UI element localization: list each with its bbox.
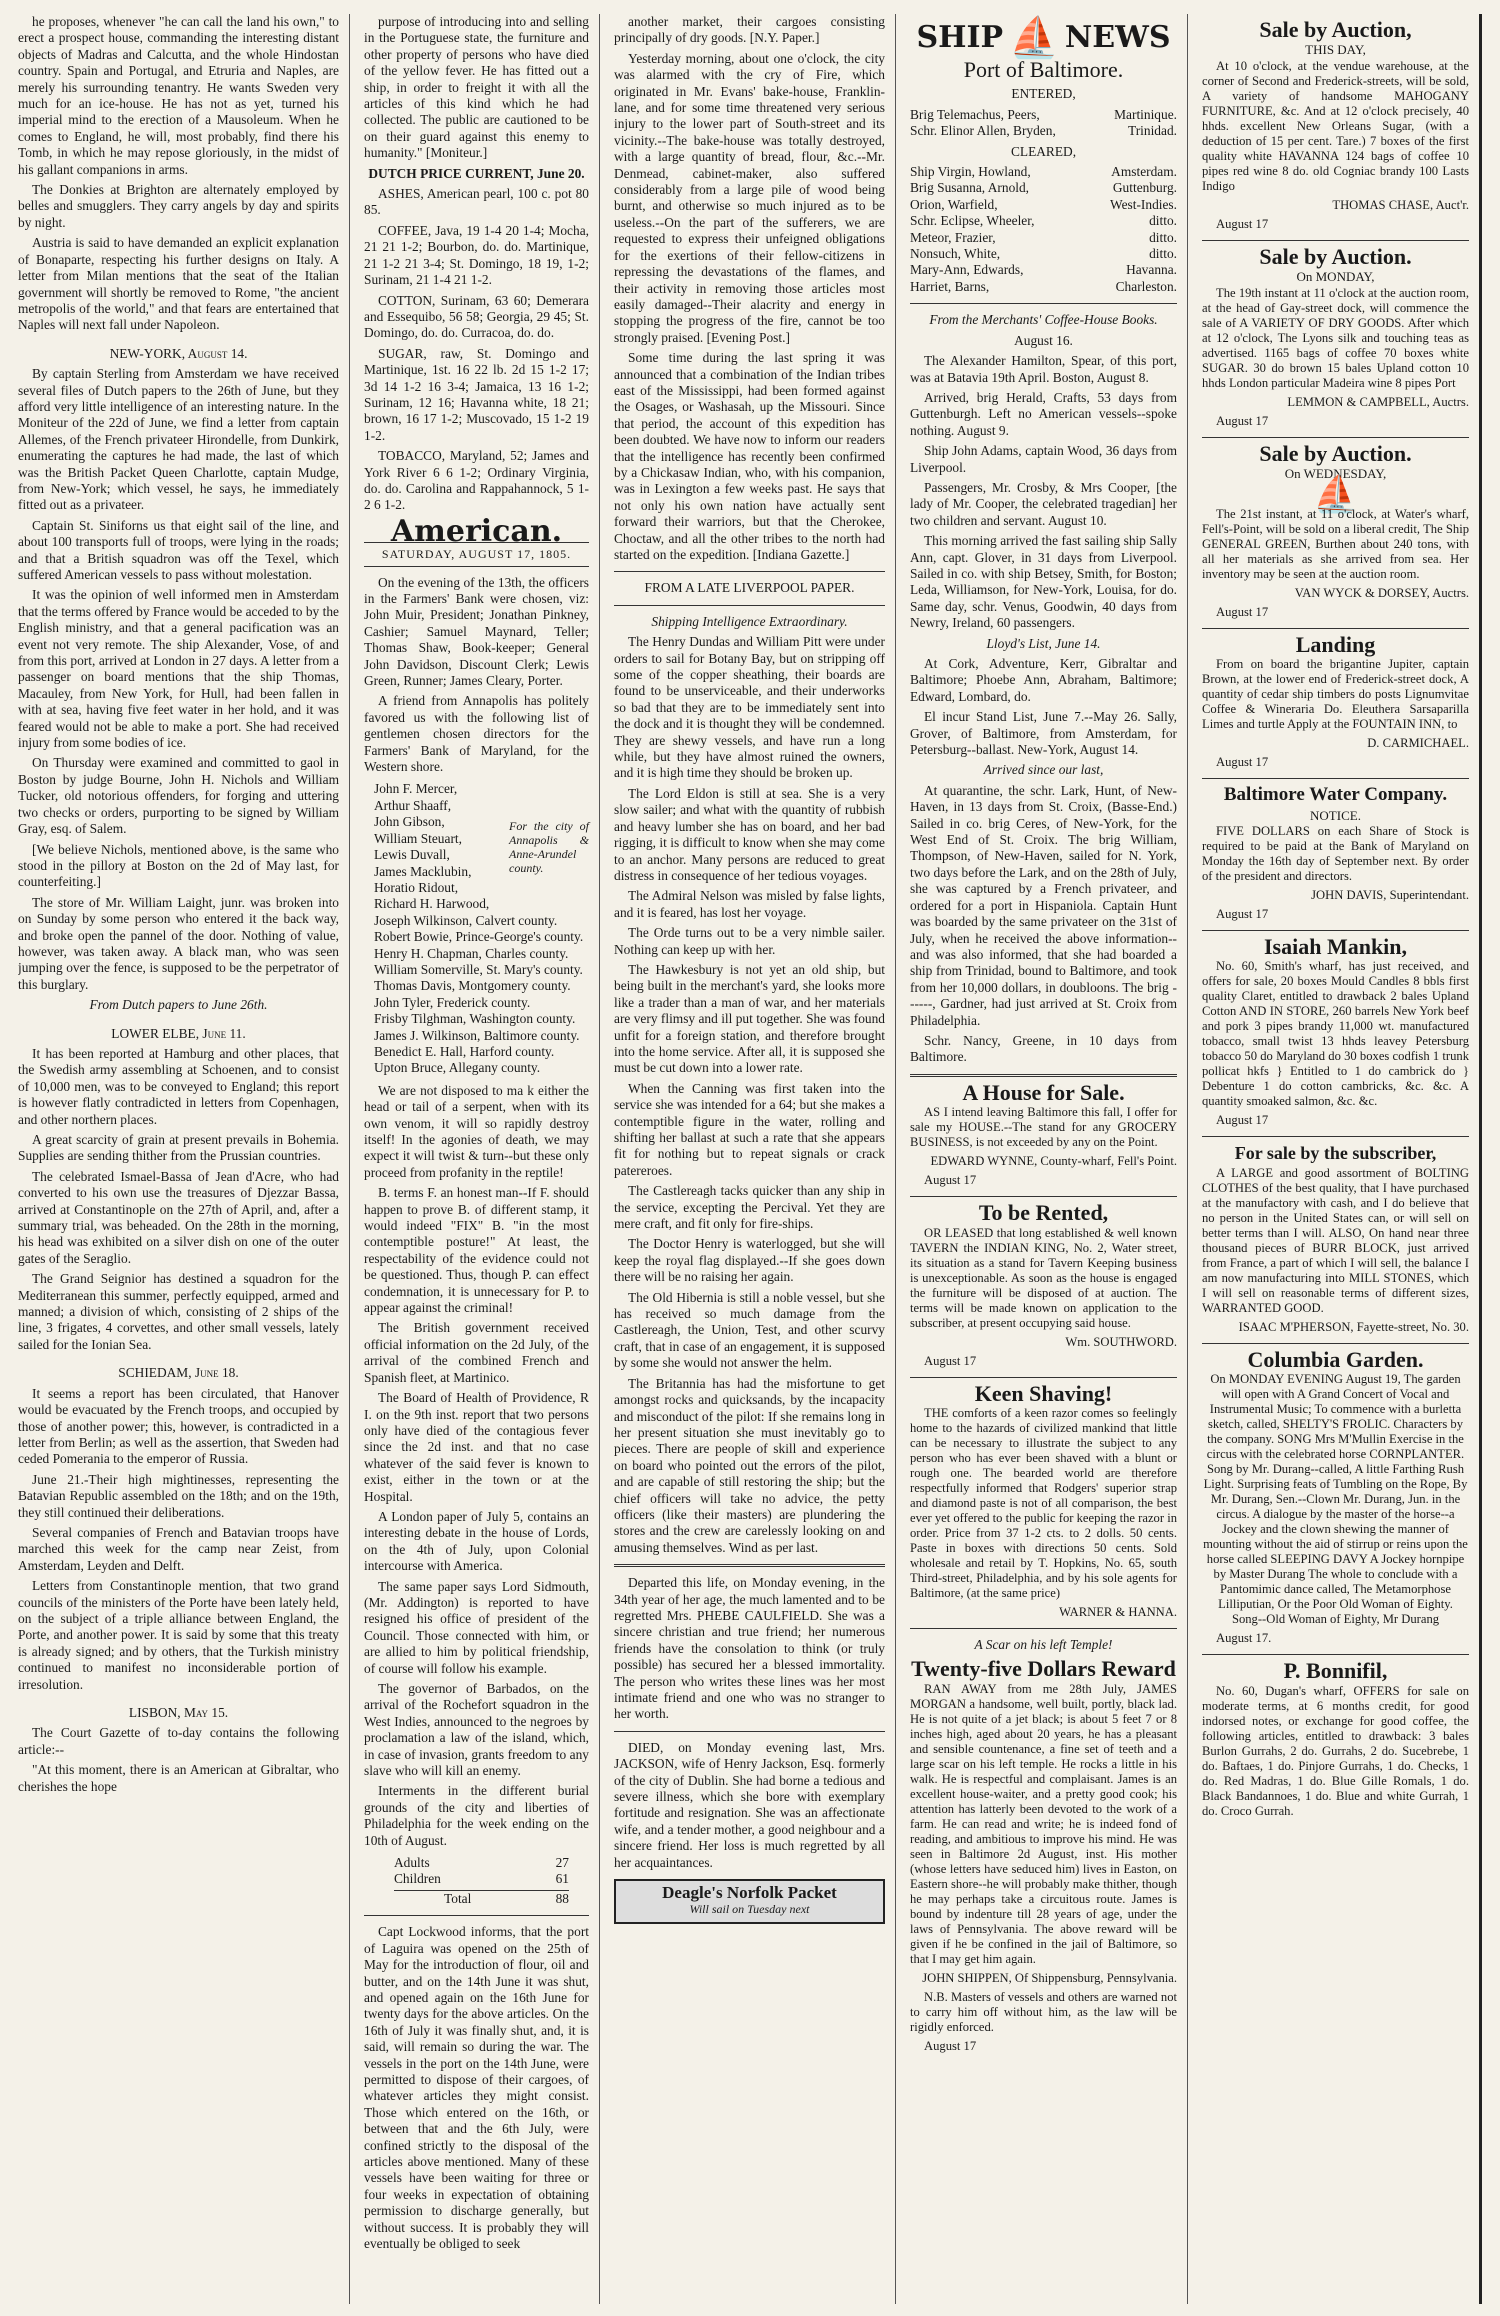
paragraph: The store of Mr. William Laight, junr. was broken into on Sunday by some person who entered it the back way, and broke open the pannel of the door. Nothing of value, however, was taken away. A black man, who was seen jumping over the fence, is supposed to be the perpetrator of this burglary. <box>18 894 339 992</box>
ad-signature: D. CARMICHAEL. <box>1367 736 1469 751</box>
paragraph: A London paper of July 5, contains an interesting debate in the house of Lords, on the 4th of July, upon Colonial intercourse with America. <box>364 1508 589 1574</box>
list-item <box>910 279 1177 295</box>
director-name: John F. Mercer, <box>374 781 458 797</box>
paragraph: The Orde turns out to be a very nimble sailer. Nothing can keep up with her. <box>614 925 885 957</box>
director-name: Upton Bruce, Allegany county. <box>374 1060 541 1076</box>
divider <box>910 1074 1177 1077</box>
directors-list <box>374 781 589 1076</box>
paragraph: Capt Lockwood informs, that the port of Laguira was opened on the 25th of May for the introduction of flour, oil and butter, and on the 14th June it was shut, and opened again on the 16th June for twenty days for the above articles. On the 16th of July it was finally shut, and, it is said, will remain so during the war. The vessels in the port on the 14th June, were permitted to dispose of their cargoes, of whatever articles they might consist. Those which entered on the 16th, or between that and the 6th July, were confined strictly to the disposal of the articles above mentioned. Many of these vessels have been waiting for three or four weeks in expectation of obtaining permission to discharge generally, but without success. It is probably they will eventually be obliged to seek <box>364 1924 589 2251</box>
interments-label: Adults <box>394 1855 430 1871</box>
ad-text: On MONDAY EVENING August 19, The garden will open with A Grand Concert of Vocal and Instrumental Music; To commence with a burletta sketch, called, SHELTY'S FROLIC. Characters by the company. SONG Mrs M'Mullin Exercise in the circus with the celebrated horse CORNPLANTER. Song by Mr. Durang--called, A little Farthing Rush Light. Surprising feats of Tumbling on the Rope, By Mr. Durang, Sen.--Clown Mr. Durang, Jun. in the circus. A dialogue by the master of the horse--a Jockey and the clown shewing the manner of mounting without the aid of stirrup or reins upon the horse called SLEEPING DAVY A Jockey hornpipe by Master Durang The whole to conclude with a Pantomimic dance called, The Metamorphose Lilliputian, Or the Poor Old Woman of Eighty. Song--Old Woman of Eighty, Mr Durang <box>1203 1372 1468 1627</box>
price-entry: TOBACCO, Maryland, 52; James and York River 6 6 1-2; Ordinary Virginia, do. do. Carolina and Rappahannock, 5 1-2 6 1-2. <box>364 448 589 513</box>
list-item <box>910 246 1177 262</box>
destination: ditto. <box>1149 246 1177 262</box>
paragraph: Interments in the different burial grounds of the city and liberties of Philadelphia for the week ending on the 10th of August. <box>364 1783 589 1848</box>
ad-text: RAN AWAY from me 28th July, JAMES MORGAN a handsome, well built, portly, black lad. He is not quite of a jet black; is about 5 feet 7 or 8 inches high, aged about 20 years, he has a pleasant and sensible countenance, a fine set of teeth and a large scar on his left temple. He rocks a little in his walk. He is respectful and complaisant. James is an excellent house-waiter, and a pretty good cook; his attention has latterly been devoted to the work of a farm. He can read and write; he is indeed fond of reading, and ambitious to improve his mind. He was seen in Baltimore 2d August, inst. His mother (whose letters have seduced him) lives in Easton, on Eastern shore--he will probably make thither, though he may perhaps take a circuitous route. James is bound by indenture till 28 years of age, under the laws of Pennsylvania. The above reward will be given if he be confined in the jail of Baltimore, so that I may get him again. <box>910 1681 1177 1966</box>
director-name: Horatio Ridout, <box>374 879 459 895</box>
vessel: Harriet, Barns, <box>910 278 990 294</box>
paragraph: The Doctor Henry is waterlogged, but she will keep the royal flag displayed.--If she goes down there will be no raising her again. <box>614 1236 885 1285</box>
paragraph: The Court Gazette of to-day contains the following article:-- <box>18 1725 339 1757</box>
paragraph: Captain St. Siniforns us that eight sail of the line, and about 100 transports full of troops, were lying in the roads; and that a British squadron was off the Texel, which suffered American vessels to pass without molestation. <box>18 517 339 582</box>
ad-title: Landing <box>1295 631 1376 657</box>
paragraph: Ship John Adams, captain Wood, 36 days from Liverpool. <box>910 443 1177 475</box>
origin: Martinique. <box>1114 106 1177 122</box>
ad-title: For sale by the subscriber, <box>1234 1143 1437 1164</box>
obituary: Departed this life, on Monday evening, in the 34th year of her age, the much lamented and to be regretted Mrs. PHEBE CAULFIELD. She was a sincere christian and true friend; her numerous friends have the consolation to think (or truly possible) has secured her a blessed immortality. The person who writes these lines was her most intimate friend and one who was no stranger to her worth. <box>614 1575 885 1722</box>
divider <box>910 1628 1177 1629</box>
packet-banner <box>614 1879 885 1924</box>
ad-title: Baltimore Water Company. <box>1223 784 1448 806</box>
paragraph: he proposes, whenever "he can call the land his own," to erect a prospect house, commanding the interesting distant objects of Madras and Calcutta, and the whole Hindostan country. Spain and Portugal, and Etruria and Naples, are merely his surrounding tenantry. He wants Sweden very much for an ice-house. He has not as yet, turned his imperial mind to the erection of a Mausoleum. When he comes to England, he will, most probably, find there his Tomb, in which he may repose gloriously, in the midst of his gallant companions in arms. <box>18 14 339 177</box>
interments-value: 27 <box>555 1855 569 1871</box>
paragraph: Schr. Nancy, Greene, in 10 days from Baltimore. <box>910 1032 1177 1065</box>
divider <box>614 1564 885 1567</box>
price-entry: SUGAR, raw, St. Domingo and Martinique, 1st. 16 22 lb. 2d 15 1-2 17; 3d 14 1-2 16 3-4; Jamaica, 13 16 1-2; Surinam, 12 16; Havanna white, 18 21; brown, 16 17 1-2; Muscovado, 15 1-2 19 1-2. <box>364 345 589 443</box>
ad-date: August 17 <box>924 2038 977 2053</box>
divider <box>910 1196 1177 1197</box>
column-5 <box>1202 14 1479 2304</box>
ad-signature: EDWARD WYNNE, County-wharf, Fell's Point. <box>930 1154 1177 1169</box>
ad-title: Keen Shaving! <box>974 1380 1113 1406</box>
ship-icon: ⛵ <box>1009 14 1059 61</box>
ship-news-right: NEWS <box>1064 19 1171 55</box>
director-name: James Macklubin, <box>374 863 472 879</box>
paragraph: Passengers, Mr. Crosby, & Mrs Cooper, [the lady of Mr. Cooper, the celebrated tragedian] her two children and servant. August 10. <box>910 479 1177 528</box>
ad-signature: JOHN DAVIS, Superintendant. <box>1311 888 1469 903</box>
vessel: Brig Susanna, Arnold, <box>910 180 1030 196</box>
paragraph: The Admiral Nelson was misled by false lights, and it is feared, has lost her voyage. <box>614 888 885 920</box>
ad-title: Twenty-five Dollars Reward <box>911 1656 1176 1682</box>
ship-icon: ⛵ <box>1313 474 1358 515</box>
ad-text: From on board the brigantine Jupiter, captain Brown, at the lower end of Frederick-street dock, A quantity of cedar ship timbers do posts Lignumvitae Coffee & Wineraria Do. Eleuthera Sarsaparilla Limes and turtle Apply at the FOUNTAIN INN, to <box>1202 657 1469 732</box>
price-current-heading: DUTCH PRICE CURRENT, June 20. <box>368 165 585 181</box>
paragraph: June 21.-Their high mightinesses, representing the Batavian Republic assembled on the 18th; and on the 19th, they still continued their deliberations. <box>18 1471 339 1520</box>
directors-note: For the city of Annapolis & Anne-Arundel county. <box>509 819 589 876</box>
paragraph: The governor of Barbados, on the arrival of the Rochefort squadron in the West Indies, announced to the negroes by proclamation a law of the island, which, in case of invasion, grants freedom to any slave who will kill an enemy. <box>364 1681 589 1779</box>
paragraph: Yesterday morning, about one o'clock, the city was alarmed with the cry of Fire, which originated in Mr. Evans' bake-house, Franklin-lane, and for some time threatened very serious injury to the lower part of South-street and its vicinity.--The bake-house was totally destroyed, with a large quantity of bread, flour, &c.--Mr. Denmead, cabinet-maker, also suffered considerably from a large pile of wood being burnt, and otherwise so much injured as to be useless.--On the part of the sufferers, we are requested to express their unfeigned obligations for the exertions of their fellow-citizens in repressing the devastations of the flames, and their activity in removing those articles most easily damaged--Their alacrity and energy in stopping the progress of the fire, cannot be too strongly praised. [Evening Post.] <box>614 50 885 345</box>
list-item <box>910 123 1177 139</box>
paragraph: another market, their cargoes consisting principally of dry goods. [N.Y. Paper.] <box>614 14 885 46</box>
director-name: Joseph Wilkinson, Calvert county. <box>374 912 558 928</box>
column-4 <box>910 14 1188 2304</box>
divider <box>614 605 885 606</box>
director-name: John Tyler, Frederick county. <box>374 994 531 1010</box>
price-entry: COTTON, Surinam, 63 60; Demerara and Essequibo, 56 58; Georgia, 29 45; St. Domingo, do. do. Curracoa, do. do. <box>364 292 589 341</box>
director-name: Henry H. Chapman, Charles county. <box>374 945 569 961</box>
vessel: Brig Telemachus, Peers, <box>910 106 1040 122</box>
paragraph: Several companies of French and Batavian troops have marched this week for the camp near Zeist, from Amsterdam, Leyden and Delft. <box>18 1524 339 1573</box>
list-item <box>910 107 1177 123</box>
paragraph: This morning arrived the fast sailing ship Sally Ann, capt. Glover, in 31 days from Liverpool. Sailed in co. with ship Betsey, Smith, for Boston; Leda, Williamson, for New-York, Louisa, for do. Same day, schr. Venus, Goodwin, 40 days from Newry, Ireland, 60 passengers. <box>910 533 1177 631</box>
ad-signature: THOMAS CHASE, Auct'r. <box>1332 197 1469 212</box>
interments-label: Total <box>444 1890 472 1906</box>
paragraph: The Britannia has had the misfortune to get amongst rocks and quicksands, by the incapacity and misconduct of the pilot: If she remains long in her present situation she must inevitably go to pieces. There are people of skill and experience on board who pointed out the errors of the pilot, and are capable of still restoring the ship; but the chief officers will take no advice, the petty officers (like their masters) are plundering the stores and the crew are carelessly looking on and amusing themselves. Wind as per last. <box>614 1375 885 1555</box>
ad-kicker: A Scar on his left Temple! <box>974 1636 1113 1652</box>
entered-list <box>910 107 1177 140</box>
dateline: LOWER ELBE, June 11. <box>111 1025 246 1041</box>
price-entry: COFFEE, Java, 19 1-4 20 1-4; Mocha, 21 21 1-2; Bourbon, do. do. Martinique, 21 1-2 21 3-4; St. Domingo, 18 19, 1-2; Surinam, 21 1-4 21 1-2. <box>364 222 589 288</box>
ad-date: August 17 <box>1216 1113 1269 1128</box>
interments-value: 61 <box>555 1871 569 1887</box>
entered-heading: ENTERED, <box>1011 86 1076 102</box>
paragraph: It has been reported at Hamburg and other places, that the Swedish army assembling at Schoenen, and to consist of 10,000 men, was to be conveyed to England; this report is however flatly contradicted in letters from Copenhagen, and other northern places. <box>18 1045 339 1127</box>
ad-title: To be Rented, <box>978 1200 1109 1226</box>
divider <box>1202 1136 1469 1137</box>
ad-text: At 10 o'clock, at the vendue warehouse, at the corner of Second and Frederick-streets, will be sold, A variety of handsome MAHOGANY FURNITURE, &c. And at 12 o'clock precisely, 40 hhds. excellent New Orleans Sugar, (with a deduction of 15 per cent. Tare.) 7 boxes of the first quality white HAVANNA 124 bags of coffee 10 pipes red wine 8 do. old Cogniac brandy 100 Lasts Indigo <box>1202 58 1469 193</box>
vessel: Mary-Ann, Edwards, <box>910 262 1024 278</box>
paragraph: The Lord Eldon is still at sea. She is a very slow sailer; and what with the quantity of rubbish and heavy lumber she has on board, and her bad rigging, it is difficult to know when she may come to an anchor. Many persons are reduced to great distress in consequence of her tedious voyages. <box>614 785 885 883</box>
paragraph: The Old Hibernia is still a noble vessel, but she has received so much damage from the Castlereagh, the Union, Test, and other scurvy craft, that in case of an engagement, it is supposed by some she would not answer the helm. <box>614 1289 885 1371</box>
ad-signature: LEMMON & CAMPBELL, Auctrs. <box>1287 394 1469 409</box>
divider <box>614 1731 885 1732</box>
list-item <box>910 262 1177 278</box>
ad-title: Sale by Auction. <box>1259 243 1412 269</box>
column-2 <box>364 14 600 2304</box>
director-name: Thomas Davis, Montgomery county. <box>374 978 571 994</box>
paragraph: The Hawkesbury is not yet an old ship, but being built in the merchant's yard, she looks more like a trader than a man of war, and her materials are very flimsy and ill put together. She was found unfit for a foreign station, and therefore brought into the home service. After all, it is supposed she must be cut down into a lower rate. <box>614 961 885 1076</box>
ad-date: August 17 <box>1216 413 1269 428</box>
paragraph: When the Canning was first taken into the service she was intended for a 64; but she makes a contemptible figure in the water, rolling and shifting her ballast at such a rate that she appears fit for nothing but to repeat signals or crack patereroes. <box>614 1080 885 1178</box>
ad-text: THE comforts of a keen razor comes so feelingly home to the hazards of civilized mankind that little can be necessary to illustrate the subject to any person who has ever been shaved with a blunt or rough one. The bearded world are therefore respectfully informed that Rodgers' superior strap and diamond paste is not of all comparison, the best ever yet offered to the public for keeping the razor in order. Price from 37 1-2 cts. to 2 dolls. 50 cents. Paste in boxes with directions 50 cents. Sold wholesale and retail by T. Hopkins, No. 65, south Third-street, Philadelphia, and by his sole agents for Baltimore, (at the same price) <box>910 1405 1177 1600</box>
cleared-list <box>910 164 1177 295</box>
paragraph: At Cork, Adventure, Kerr, Gibraltar and Baltimore; Phoebe Ann, Abraham, Baltimore; Edward, Lombard, do. <box>910 656 1177 704</box>
destination: Guttenburg. <box>1112 180 1177 196</box>
source-note: From the Merchants' Coffee-House Books. <box>929 312 1158 328</box>
ad-text: OR LEASED that long established & well known TAVERN the INDIAN KING, No. 2, Water street, its situation as a stand for Tavern Keeping business is unexceptionable. As soon as the house is engaged the furniture will be disposed of at auction. The terms will be made known on application to the subscriber, at present occupying said house. <box>910 1225 1177 1330</box>
paragraph: El incur Stand List, June 7.--May 26. Sally, Grover, of Baltimore, from Amsterdam, for Petersburg--ballast. New-York, August 14. <box>910 709 1177 758</box>
destination: ditto. <box>1149 229 1177 245</box>
director-name: Arthur Shaaff, <box>374 797 452 813</box>
ad-signature: WARNER & HANNA. <box>1059 1604 1177 1619</box>
ad-text: The 19th instant at 11 o'clock at the auction room, at the head of Gay-street dock, will commence the sale of A VARIETY OF DRY GOODS. After which at 12 o'clock, The Lyons silk and touching teas as advertised. 1165 bags of coffee 70 boxes white SUGAR. 30 do brown 15 bales Upland cotton 10 hhds London particular Madeira wine 8 pipes Port <box>1202 285 1469 390</box>
divider <box>1202 437 1469 438</box>
column-3 <box>614 14 896 2304</box>
paragraph: The Alexander Hamilton, Spear, of this port, was at Batavia 19th April. Boston, August 8. <box>910 353 1177 385</box>
vessel: Schr. Eclipse, Wheeler, <box>910 213 1035 229</box>
ad-date: August 17 <box>924 1353 977 1368</box>
destination: West-Indies. <box>1110 196 1177 212</box>
ad-text: No. 60, Smith's wharf, has just received, and offers for sale, 20 boxes Mould Candles 8 bbls first quality Claret, entitled to drawback 2 bales Upland Cotton AND IN STORE, 260 barrels New York beef and pork 3 pipes brandy 11,000 wt. manufactured tobacco, small twist 13 hhds leavey Petersburg tobacco 50 do Maryland do 30 boxes codfish 1 trunk pollicat hkfs } Entitled to 1 do cambrick do } Debenture 1 do cotton cambricks, &c. &c. A quantity smoaked salmon, &c. &c. <box>1202 959 1469 1109</box>
director-name: Richard H. Harwood, <box>374 896 490 912</box>
vessel: Nonsuch, White, <box>910 246 1001 262</box>
packet-title: Deagle's Norfolk Packet <box>662 1883 837 1903</box>
ad-text: FIVE DOLLARS on each Share of Stock is required to be paid at the Bank of Maryland on Monday the 16th day of September next. By order of the president and directors. <box>1202 824 1469 884</box>
paragraph: The Grand Seignior has destined a squadron for the Mediterranean this summer, perfectly equipped, armed and manned; a division of which, consisting of 2 ships of the line, 3 frigates, 4 corvettes, and other small vessels, lately sailed for the Ionian Sea. <box>18 1271 339 1352</box>
divider <box>1202 1343 1469 1344</box>
list-item <box>910 164 1177 180</box>
ad-date: August 17 <box>1216 907 1269 922</box>
director-name: Frisby Tilghman, Washington county. <box>374 1011 576 1027</box>
vessel: Schr. Elinor Allen, Bryden, <box>910 123 1056 139</box>
paragraph: Letters from Constantinople mention, that two grand councils of the ministers of the Porte have been lately held, on the subject of a triple alliance between England, the Porte, and another power. It is said by some that this treaty is already signed; and by others, that the Turkish ministry continued to manifest no inconsiderable portion of irresolution. <box>18 1578 339 1692</box>
masthead: American. <box>390 513 563 549</box>
paragraph: Austria is said to have demanded an explicit explanation of Bonaparte, respecting his further designs on Italy. A letter from Milan mentions that the seat of the Italian government will shortly be removed to Rome, "the ancient metropolis of the world," and that fears are entertained that Naples will next fall under Napoleon. <box>18 235 339 333</box>
divider <box>910 1377 1177 1378</box>
divider <box>1202 628 1469 629</box>
divider <box>1202 778 1469 779</box>
ad-text: A LARGE and good assortment of BOLTING CLOTHES of the best quality, that I have purchased at the manufactory with cash, and I do believe that no person in the United States can, or will sell on better terms than I will. ALSO, On hand near three thousand pieces of BURR BLOCK, just arrived from France, a part of which I will sell, the balance I am now manufacturing into MILL STONES, which I will sell on reasonable terms of different sizes, WARRANTED GOOD. <box>1202 1165 1469 1315</box>
ad-subtitle: On MONDAY, <box>1296 269 1375 285</box>
list-item <box>910 213 1177 229</box>
director-name: Lewis Duvall, <box>374 847 450 863</box>
ad-text: N.B. Masters of vessels and others are warned not to carry him off without him, as the law will be rigidly enforced. <box>910 1989 1177 2034</box>
ad-title: Sale by Auction, <box>1259 17 1412 42</box>
dateline: LISBON, May 15. <box>128 1705 229 1720</box>
dateline: NEW-YORK, August 14. <box>109 345 248 361</box>
list-item <box>910 180 1177 196</box>
dateline: August 16. <box>1014 332 1073 348</box>
column-1 <box>18 14 350 2304</box>
list-item <box>910 230 1177 246</box>
director-name: John Gibson, <box>374 814 445 830</box>
price-entry: ASHES, American pearl, 100 c. pot 80 85. <box>364 186 589 218</box>
ad-date: August 17. <box>1216 1631 1272 1646</box>
columns <box>18 14 1482 2304</box>
destination: ditto. <box>1149 213 1177 229</box>
section-subheading: Shipping Intelligence Extraordinary. <box>651 613 848 629</box>
director-name: William Steuart, <box>374 830 462 846</box>
paragraph: The celebrated Ismael-Bassa of Jean d'Acre, who had converted to his own use the treasures of Djezzar Bassa, arrived at Constantinople on the 27th of April, and, after a summary trial, was beheaded. On the 28th in the morning, his head was exhibited on a silver dish on one of the outer gates of the Seraglio. <box>18 1168 339 1266</box>
ad-signature: VAN WYCK & DORSEY, Auctrs. <box>1294 585 1469 600</box>
ad-subtitle: NOTICE. <box>1310 807 1361 823</box>
divider <box>1202 930 1469 931</box>
destination: Havanna. <box>1126 262 1177 278</box>
ad-date: August 17 <box>1216 604 1269 619</box>
destination: Charleston. <box>1115 278 1177 294</box>
ad-title: A House for Sale. <box>962 1079 1125 1105</box>
divider <box>1202 1654 1469 1655</box>
paragraph: purpose of introducing into and selling in the Portuguese state, the furniture and other property of persons who have died of the yellow fever. He has fitted out a ship, in order to freight it with all the articles of this kind which he had collected. The public are cautioned to be on their guard against this enemy to humanity." [Moniteur.] <box>364 14 589 161</box>
ad-subtitle: On WEDNESDAY, <box>1284 466 1387 482</box>
origin: Trinidad. <box>1128 123 1177 139</box>
port-title: Port of Baltimore. <box>963 57 1124 82</box>
ad-text: The 21st instant, at 11 o'clock, at Water's wharf, Fell's-Point, will be sold on a liberal credit, The Ship GENERAL GREEN, Burthen about 240 tons, with all her materials as she arrived from sea. Her inventory may be seen at the auction room. <box>1202 506 1469 581</box>
ad-subtitle: THIS DAY, <box>1305 42 1366 58</box>
director-name: Robert Bowie, Prince-George's county. <box>374 929 584 945</box>
destination: Amsterdam. <box>1111 164 1177 180</box>
vessel: Meteor, Frazier, <box>910 229 996 245</box>
source-note: From Dutch papers to June 26th. <box>89 997 268 1013</box>
paragraph: The Donkies at Brighton are alternately employed by belles and smugglers. They carry angels by day and spirits by night. <box>18 182 339 230</box>
ad-title: P. Bonnifil, <box>1283 1658 1388 1684</box>
ad-title: Columbia Garden. <box>1247 1346 1424 1372</box>
vessel: Ship Virgin, Howland, <box>910 164 1031 180</box>
paragraph: The Castlereagh tacks quicker than any ship in the service, excepting the Percival. Yet they are mere craft, and fit only for fire-ships. <box>614 1183 885 1232</box>
interments-label: Children <box>394 1871 441 1887</box>
paragraph: By captain Sterling from Amsterdam we have received several files of Dutch papers to the 26th of June, but they afford very little intelligence of an interesting nature. In the Moniteur of the 22d of June, we find a letter from captain Allemes, of the French privateer Hirondelle, from Dunkirk, enumerating the captures he had made, the last of which was the British Packet Queen Charlotte, captain Mudge, from New-York; which vessel, he says, he immediately fitted out as a privateer. <box>18 366 339 513</box>
issue-date: SATURDAY, AUGUST 17, 1805. <box>364 542 589 566</box>
paragraph: A great scarcity of grain at present prevails in Bohemia. Supplies are sending thither from the Prussian countries. <box>18 1132 339 1164</box>
paragraph: The Board of Health of Providence, R I. on the 9th inst. report that two persons only have died of the contagious fever since the 2d inst. and that no case whatever of the said fever is known to exist, either in the town or at the Hospital. <box>364 1390 589 1504</box>
divider <box>1202 240 1469 241</box>
divider <box>614 571 885 572</box>
cleared-heading: CLEARED, <box>1010 143 1077 159</box>
paragraph: On the evening of the 13th, the officers in the Farmers' Bank were chosen, viz: John Muir, President; Jonathan Pinkney, Cashier; Samuel Maynard, Teller; Thomas Shaw, Book-keeper; General John Davidson, Discount Clerk; Lewis Green, Runner; James Cleary, Porter. <box>364 574 589 689</box>
director-name: Benedict E. Hall, Harford county. <box>374 1043 555 1059</box>
ad-date: August 17 <box>1216 755 1269 770</box>
source-note: Arrived since our last, <box>983 762 1104 778</box>
ship-news-left: SHIP <box>916 19 1004 55</box>
obituary: DIED, on Monday evening last, Mrs. JACKSON, wife of Henry Jackson, Esq. formerly of the city of Dublin. She had borne a tedious and severe illness, which she bore with exemplary fortitude and resignation. She was an affectionate wife, and a tender mother, a good neighbour and a sincere friend. Her loss is much regretted by all her acquaintances. <box>614 1739 885 1870</box>
paragraph: The same paper says Lord Sidmouth, (Mr. Addington) is reported to have resigned his office of president of the Council. Those connected with him, or are allied to him by political friendship, of course will follow his example. <box>364 1578 589 1676</box>
director-name: William Somerville, St. Mary's county. <box>374 961 583 977</box>
ad-signature: Wm. SOUTHWORD. <box>1065 1334 1177 1349</box>
dateline: SCHIEDAM, June 18. <box>118 1365 239 1381</box>
ship-news-heading <box>910 14 1177 61</box>
divider <box>364 1915 589 1916</box>
ad-date: August 17 <box>1216 216 1269 231</box>
paragraph: Arrived, brig Herald, Crafts, 53 days from Guttenburgh. Left no American vessels--spoke nothing. August 9. <box>910 389 1177 438</box>
section-heading: FROM A LATE LIVERPOOL PAPER. <box>644 580 855 596</box>
ad-date: August 17 <box>924 1173 977 1188</box>
director-name: James J. Wilkinson, Baltimore county. <box>374 1027 580 1043</box>
paragraph: At quarantine, the schr. Lark, Hunt, of New-Haven, in 13 days from St. Croix, (Basse-End.) Sailed in co. brig Ceres, of New-York, for the West End of St. Croix. The brig William, Thompson, of New-Haven, sailed for N. York, two days before the Lark, and on the 28th of July, she was captured by a French privateer, and ordered for a port in Hispaniola. Captain Hunt was boarded by the same privateer on the 31st of July, when he received the above information--and was also informed, that she had boarded a ship from Trinidad, bound to Baltimore, and took from her 10,000 dollars, in doubloons. The brig ------, Gardner, had just arrived at St. Croix from Philadelphia. <box>910 782 1177 1028</box>
ad-text: AS I intend leaving Baltimore this fall, I offer for sale my HOUSE.--The stand for any GROCERY BUSINESS, is not exceeded by any on the Point. <box>910 1105 1177 1150</box>
paragraph: The British government received official information on the 2d July, of the arrival of the combined French and Spanish fleet, at Martinico. <box>364 1320 589 1385</box>
paragraph: B. terms F. an honest man--If F. should happen to prove B. of different stamp, it would indeed "FIX" B. "in the most contemptible posture!" At least, the respectability of the evidence could not be questioned. Thus, though P. can effect condemnation, it is unnecessary for P. to appear against the criminal! <box>364 1185 589 1316</box>
list-item <box>910 197 1177 213</box>
paragraph: "At this moment, there is an American at Gibraltar, who cherishes the hope <box>18 1762 339 1794</box>
paragraph: The Henry Dundas and William Pitt were under orders to sail for Botany Bay, but on stripping off some of the copper sheathing, their boards are found to be unserviceable, and their underworks so bad that they are to be immediately sent into the dock and it is thought they will be condemned. They are shewy vessels, and have run a long while, but they have almost ruined the owners, and it is high time they should be broken up. <box>614 634 885 781</box>
paragraph: It seems a report has been circulated, that Hanover would be evacuated by the French troops, and occupied by those of another power; this, however, is contradicted in a letter from Berlin; as well as the assertion, that Sweden had ceded Pomerania to the emperor of Russia. <box>18 1385 339 1467</box>
ad-signature: ISAAC M'PHERSON, Fayette-street, No. 30. <box>1238 1319 1469 1334</box>
paragraph: Some time during the last spring it was announced that a combination of the Indian tribes east of the Mississippi, had been formed against the Osages, or Washasah, up the Missouri. Since that period, the account of this expedition has been doubted. We have now to inform our readers that the intelligence has recently been confirmed by a Chickasaw Indian, who, with his companion, was in Lexington a few weeks past. He says that not only his own nation have actually sent forward their warriors, but that the Cherokee, Choctaw, and all the other tribes to the north had started on the expedition. [Indiana Gazette.] <box>614 350 885 562</box>
paragraph: We are not disposed to ma k either the head or tail of a serpent, when with its own venom, it will so rapidly destroy itself! In the agonies of death, we may expect it will twist & turn--but these only proceed from profanity in the reptile! <box>364 1082 589 1180</box>
interments-value: 88 <box>555 1890 569 1906</box>
paragraph: It was the opinion of well informed men in Amsterdam that the terms offered by France would be acceded to by the English ministry, and that a general pacification was an event not very remote. The ship Alexander, Vose, of and from this port, arrived at London in 27 days. A letter from a passenger on board mentions that the ship Thomas, Macauley, from New York, for Hull, had been fallen in with at sea, having five feet water in her hold, and it was feared would not be able to make a port. She had received injury from some bodies of ice. <box>18 587 339 751</box>
vessel: Orion, Warfield, <box>910 196 998 212</box>
paragraph: On Thursday were examined and committed to gaol in Boston by judge Bourne, John H. Nichols and William Tucker, old notorious offenders, for forging and uttering two checks or orders, purporting to be signed by William Gray, esq. of Salem. <box>18 755 339 837</box>
source-note: Lloyd's List, June 14. <box>986 635 1101 651</box>
ad-text: No. 60, Dugan's wharf, OFFERS for sale on moderate terms, at 6 months credit, for good indorsed notes, or exchange for good coffee, the following articles, entitled to drawback: 3 bales Burlon Gurrahs, 2 do. Gurrahs, 2 do. Sucebrebe, 1 do. Baftaes, 1 do. Pinjore Gurrahs, 1 do. Checks, 1 do. Red Madras, 1 do. Blue Gille Romals, 1 do. Black Bandannoes, 1 do. Blue and white Gurrah, 1 do. Croco Gurrah. <box>1202 1683 1469 1818</box>
paragraph: A friend from Annapolis has politely favored us with the following list of gentlemen chosen directors for the Farmers' Bank of Maryland, for the Western shore. <box>364 693 589 775</box>
ad-signature: JOHN SHIPPEN, Of Shippensburg, Pennsylvania. <box>922 1970 1177 1985</box>
paragraph: [We believe Nichols, mentioned above, is the same who stood in the pillory at Boston on the 2d of May last, for counterfeiting.] <box>18 841 339 890</box>
packet-sub: Will sail on Tuesday next <box>689 1902 810 1917</box>
divider <box>910 303 1177 304</box>
ad-title: Isaiah Mankin, <box>1263 934 1408 960</box>
ad-title: Sale by Auction. <box>1259 440 1412 466</box>
interments-table <box>394 1855 569 1907</box>
